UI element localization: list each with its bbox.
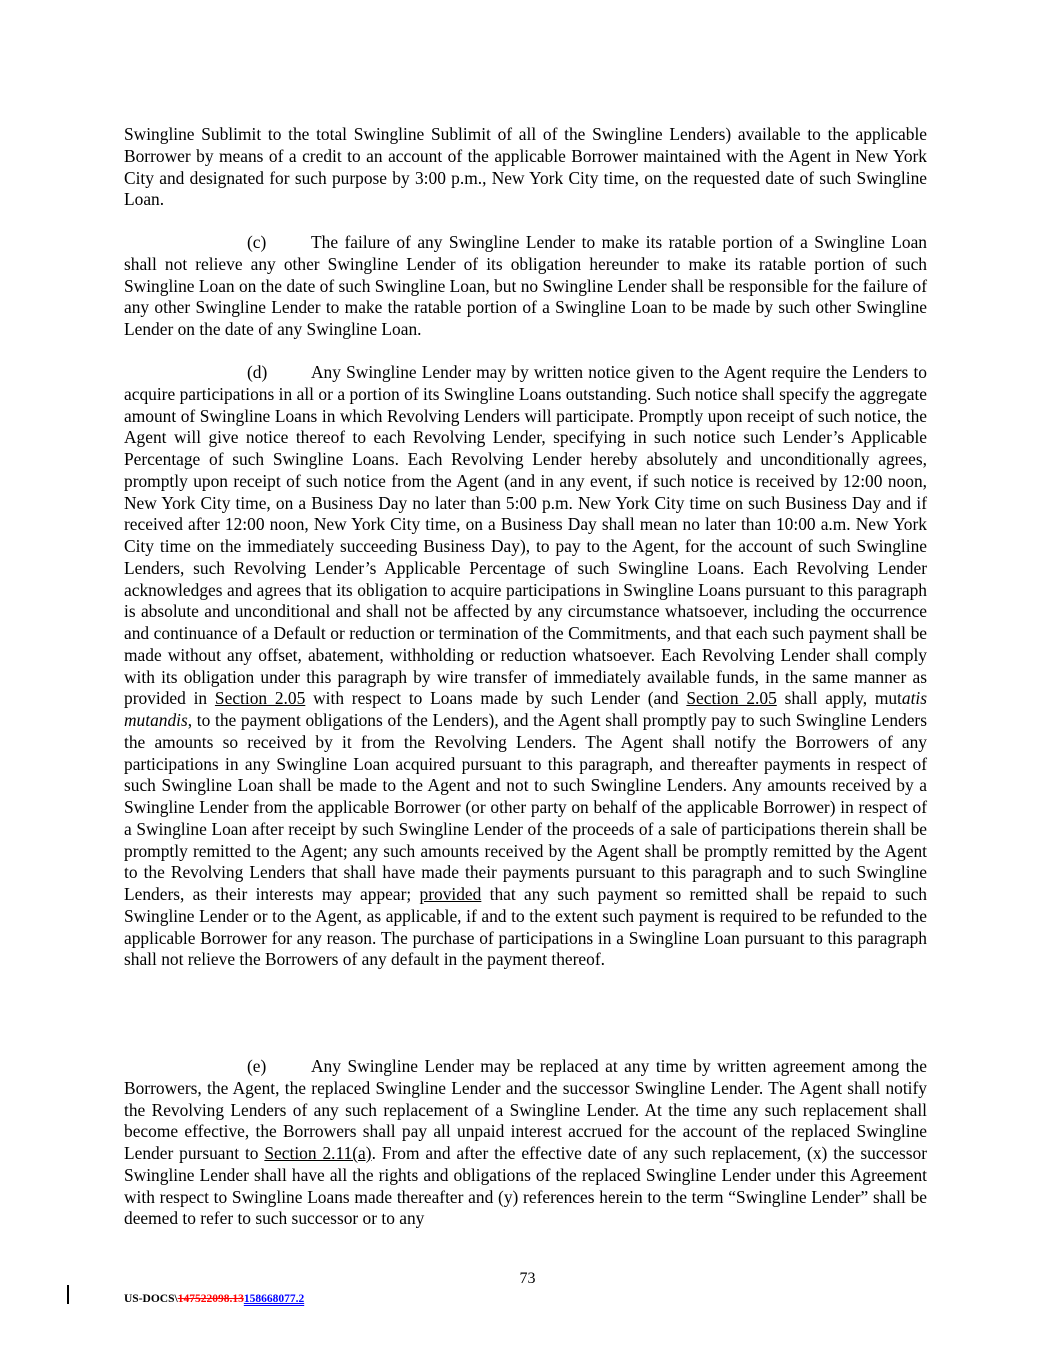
mutatis-mutandis: atis mutandis [124,688,928,730]
paragraph-d-text-2: with respect to Loans made by such Lender (and [305,688,687,709]
paragraph-intro-text: Swingline Sublimit to the total Swingline Sublimit of all of the Swingline Lenders) available to the applicable Borrower by means of a credit to an account of the applicable Borrower maintained with the Agent in New York City and designated for such purpose by 3:00 p.m., New York City time, on the requested date of such Swingline Loan. [124,124,927,210]
paragraph-d-label: (d) [247,362,268,382]
section-2-05-reference: Section 2.05 [214,688,306,709]
document-id-footer [124,1289,304,1311]
doc-id-inserted: 158668077.2 [243,1293,305,1305]
paragraph-e-label: (e) [247,1056,267,1076]
paragraph-c-text: The failure of any Swingline Lender to make its ratable portion of a Swingline Loan shall not relieve any other Swingline Lender of its obligation hereunder to make its ratable portion of such Swingline Loan on the date of such Swingline Loan, but no Swingline Lender shall be responsible for the failure of any other Swingline Lender to make the ratable portion of a Swingline Loan to be made by such other Swingline Lender on the date of any Swingline Loan. [124,232,927,339]
paragraph-d-text-3: shall apply, mut [776,688,902,709]
paragraph-d [124,362,927,971]
paragraph-d-text-5: that any such payment so remitted shall be repaid to such Swingline Lender or to the Agent, as applicable, if and to the extent such payment is required to be refunded to the applicable Borrower for any reason. The purchase of participations in a Swingline Loan pursuant to this paragraph shall not relieve the Borrowers of any default in the payment thereof. [124,884,927,970]
doc-id-deleted: 147522098.13 [177,1293,244,1305]
paragraph-d-text-1: Any Swingline Lender may by written notice given to the Agent require the Lenders to acquire participations in all or a portion of its Swingline Loans outstanding. Such notice shall specify the aggregate amount of Swingline Loans in which Revolving Lenders will participate. Promptly upon receipt of such notice, the Agent will give notice thereof to each Revolving Lender, specifying in such notice such Lender’s Applicable Percentage of such Swingline Loans. Each Revolving Lender hereby absolutely and unconditionally agrees, promptly upon receipt of such notice from the Agent (and in any event, if such notice is received by 12:00 noon, New York City time, on a Business Day no later than 5:00 p.m. New York City time on such Business Day and if received after 12:00 noon, New York City time, on a Business Day shall mean no later than 10:00 a.m. New York City time on the immediately succeeding Business Day), to pay to the Agent, for the account of such Swingline Lenders, such Revolving Lender’s Applicable Percentage of such Swingline Loans. Each Revolving Lender acknowledges and agrees that its obligation to acquire participations in Swingline Loans pursuant to this paragraph is absolute and unconditional and shall not be affected by any circumstance whatsoever, including the occurrence and continuance of a Default or reduction or termination of the Commitments, and that each such payment shall be made without any offset, abatement, withholding or reduction whatsoever. Each Revolving Lender shall comply with its obligation under this paragraph by wire transfer of immediately available funds, in the same manner as provided in [124,362,927,709]
section-2-05-reference-2: Section 2.05 [686,688,777,709]
change-bar [67,1285,69,1304]
paragraph-c-label: (c) [247,232,267,252]
provided-term: provided [419,884,482,904]
paragraph-e [124,1056,927,1230]
section-2-11a-reference: Section 2.11(a) [264,1143,372,1163]
page-number: 73 [519,1270,536,1287]
paragraph-e-text-1: Any Swingline Lender may be replaced at any time by written agreement among the Borrowers, the Agent, the replaced Swingline Lender and the successor Swingline Lender. The Agent shall notify the Revolving Lenders of any such replacement of a Swingline Lender. At the time any such replacement shall become effective, the Borrowers shall pay all unpaid interest accrued for the account of the replaced Swingline Lender pursuant to [124,1056,927,1163]
paragraph-d-text-4: , to the payment obligations of the Lenders), and the Agent shall promptly pay to such Swingline Lenders the amounts so received by it from the Revolving Lenders. The Agent shall notify the Borrowers of any participations in any Swingline Loan acquired pursuant to this paragraph, and thereafter payments in respect of such Swingline Loan shall be made to the Agent and not to such Swingline Lenders. Any amounts received by a Swingline Lender from the applicable Borrower (or other party on behalf of the applicable Borrower) in respect of a Swingline Loan after receipt by such Swingline Lender of the proceeds of a sale of participations therein shall be promptly remitted to the Agent; any such amounts received by the Agent shall be promptly remitted by the Agent to the Revolving Lenders that shall have made their payments pursuant to this paragraph and to such Swingline Lenders, as their interests may appear; [124,710,927,904]
paragraph-e-text-2: . From and after the effective date of any such replacement, (x) the successor Swingline Lender shall have all the rights and obligations of the replaced Swingline Lender under this Agreement with respect to Swingline Loans made thereafter and (y) references herein to the term “Swingline Lender” shall be deemed to refer to such successor or to any [124,1143,928,1229]
doc-id-prefix: US-DOCS\ [124,1293,178,1305]
paragraph-c [124,232,927,341]
paragraph-intro [124,124,927,211]
